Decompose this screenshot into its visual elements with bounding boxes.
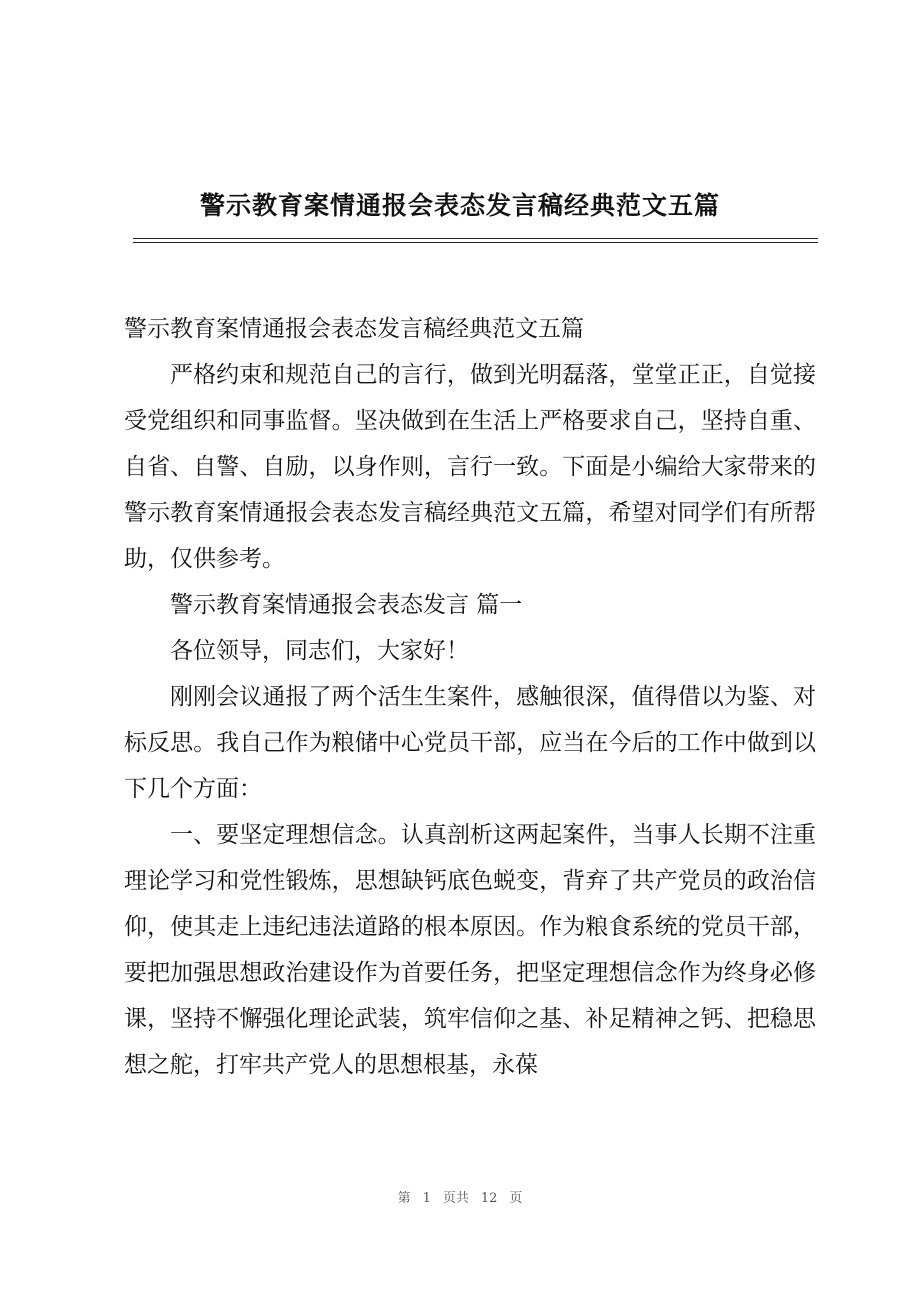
body-heading: 警示教育案情通报会表态发言稿经典范文五篇 (124, 316, 584, 342)
body-paragraph: 刚刚会议通报了两个活生生案件，感触很深，值得借以为鉴、对标反思。我自己作为粮储中心党员干部，应当在今后的工作中做到以下几个方面： (124, 684, 816, 802)
document-body (124, 306, 816, 1088)
title-double-rule (133, 238, 818, 243)
document-title: 警示教育案情通报会表态发言稿经典范文五篇 (199, 191, 720, 220)
footer-total-pages: 12 (480, 1191, 498, 1206)
footer-middle: 页共 (442, 1191, 469, 1206)
intro-paragraph: 严格约束和规范自己的言行，做到光明磊落，堂堂正正，自觉接受党组织和同事监督。坚决做到在生活上严格要求自己，坚持自重、自省、自警、自励，以身作则，言行一致。下面是小编给大家带来的警示教育案情通报会表态发言稿经典范文五篇，希望对同学们有所帮助，仅供参考。 (124, 362, 816, 572)
section-heading: 警示教育案情通报会表态发言 篇一 (170, 592, 523, 618)
footer-suffix: 页 (509, 1191, 523, 1206)
footer-prefix: 第 (397, 1191, 411, 1206)
footer-page-number: 1 (422, 1191, 431, 1206)
greeting-paragraph: 各位领导，同志们，大家好！ (170, 638, 469, 664)
body-paragraph: 一、要坚定理想信念。认真剖析这两起案件，当事人长期不注重理论学习和党性锻炼，思想缺钙底色蜕变，背弃了共产党员的政治信仰，使其走上违纪违法道路的根本原因。作为粮食系统的党员干部，要把加强思想政治建设作为首要任务，把坚定理想信念作为终身必修课，坚持不懈强化理论武装，筑牢信仰之基、补足精神之钙、把稳思想之舵，打牢共产党人的思想根基，永葆 (124, 822, 816, 1078)
page-footer (0, 1187, 920, 1206)
